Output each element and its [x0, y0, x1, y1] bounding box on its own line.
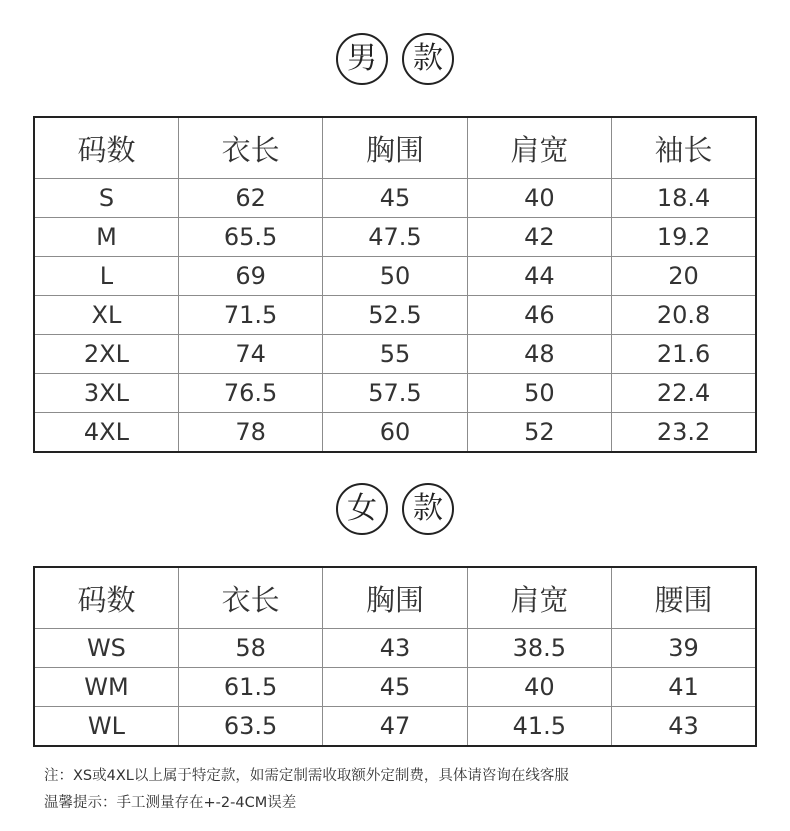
table-cell: 20: [612, 257, 756, 296]
table-row: [34, 668, 756, 707]
table-cell: 3XL: [34, 374, 178, 413]
header-waist: 腰围: [612, 567, 756, 629]
table-cell: 23.2: [612, 413, 756, 453]
table-cell: 2XL: [34, 335, 178, 374]
table-cell: 57.5: [323, 374, 467, 413]
table-cell: 4XL: [34, 413, 178, 453]
table-cell: 61.5: [178, 668, 322, 707]
header-chest: 胸围: [323, 117, 467, 179]
measurement-tip: 温馨提示：手工测量存在+-2-4CM误差: [44, 795, 297, 811]
header-size: 码数: [34, 567, 178, 629]
table-cell: 38.5: [467, 629, 611, 668]
header-size: 码数: [34, 117, 178, 179]
table-cell: 40: [467, 179, 611, 218]
header-sleeve: 袖长: [612, 117, 756, 179]
women-heading: [0, 483, 790, 535]
table-cell: 47: [323, 707, 467, 747]
table-cell: 21.6: [612, 335, 756, 374]
custom-size-note: 注：XS或4XL以上属于特定款，如需定制需收取额外定制费，具体请咨询在线客服: [44, 768, 569, 784]
table-row: [34, 413, 756, 453]
header-shoulder: 肩宽: [467, 567, 611, 629]
men-heading-char-1: 男: [336, 33, 388, 85]
table-cell: 45: [323, 179, 467, 218]
table-row: [34, 296, 756, 335]
table-cell: 42: [467, 218, 611, 257]
table-row: [34, 335, 756, 374]
table-cell: WM: [34, 668, 178, 707]
women-heading-char-1: 女: [336, 483, 388, 535]
table-row: [34, 629, 756, 668]
header-length: 衣长: [178, 567, 322, 629]
table-cell: XL: [34, 296, 178, 335]
table-cell: 41.5: [467, 707, 611, 747]
header-length: 衣长: [178, 117, 322, 179]
table-header-row: [34, 117, 756, 179]
men-heading-char-2: 款: [402, 33, 454, 85]
table-cell: 40: [467, 668, 611, 707]
table-row: [34, 707, 756, 747]
table-cell: 50: [467, 374, 611, 413]
table-header-row: [34, 567, 756, 629]
table-cell: 60: [323, 413, 467, 453]
table-row: [34, 257, 756, 296]
table-cell: WS: [34, 629, 178, 668]
table-cell: S: [34, 179, 178, 218]
table-cell: WL: [34, 707, 178, 747]
table-row: [34, 218, 756, 257]
table-cell: 55: [323, 335, 467, 374]
table-cell: 44: [467, 257, 611, 296]
table-cell: 78: [178, 413, 322, 453]
table-cell: 47.5: [323, 218, 467, 257]
table-cell: 74: [178, 335, 322, 374]
table-cell: 18.4: [612, 179, 756, 218]
table-cell: 62: [178, 179, 322, 218]
table-cell: 52.5: [323, 296, 467, 335]
table-cell: 63.5: [178, 707, 322, 747]
table-cell: 45: [323, 668, 467, 707]
table-cell: 65.5: [178, 218, 322, 257]
women-size-table: [33, 566, 757, 747]
table-cell: 43: [323, 629, 467, 668]
table-cell: 43: [612, 707, 756, 747]
table-row: [34, 179, 756, 218]
table-cell: 69: [178, 257, 322, 296]
table-cell: 76.5: [178, 374, 322, 413]
table-cell: 22.4: [612, 374, 756, 413]
table-cell: M: [34, 218, 178, 257]
table-cell: 41: [612, 668, 756, 707]
table-cell: 71.5: [178, 296, 322, 335]
men-heading: [0, 33, 790, 85]
table-cell: 39: [612, 629, 756, 668]
header-shoulder: 肩宽: [467, 117, 611, 179]
table-cell: 58: [178, 629, 322, 668]
table-cell: 46: [467, 296, 611, 335]
table-cell: 20.8: [612, 296, 756, 335]
header-chest: 胸围: [323, 567, 467, 629]
table-cell: 48: [467, 335, 611, 374]
women-heading-char-2: 款: [402, 483, 454, 535]
table-cell: 50: [323, 257, 467, 296]
table-cell: 52: [467, 413, 611, 453]
table-row: [34, 374, 756, 413]
table-cell: L: [34, 257, 178, 296]
men-size-table: [33, 116, 757, 453]
table-cell: 19.2: [612, 218, 756, 257]
